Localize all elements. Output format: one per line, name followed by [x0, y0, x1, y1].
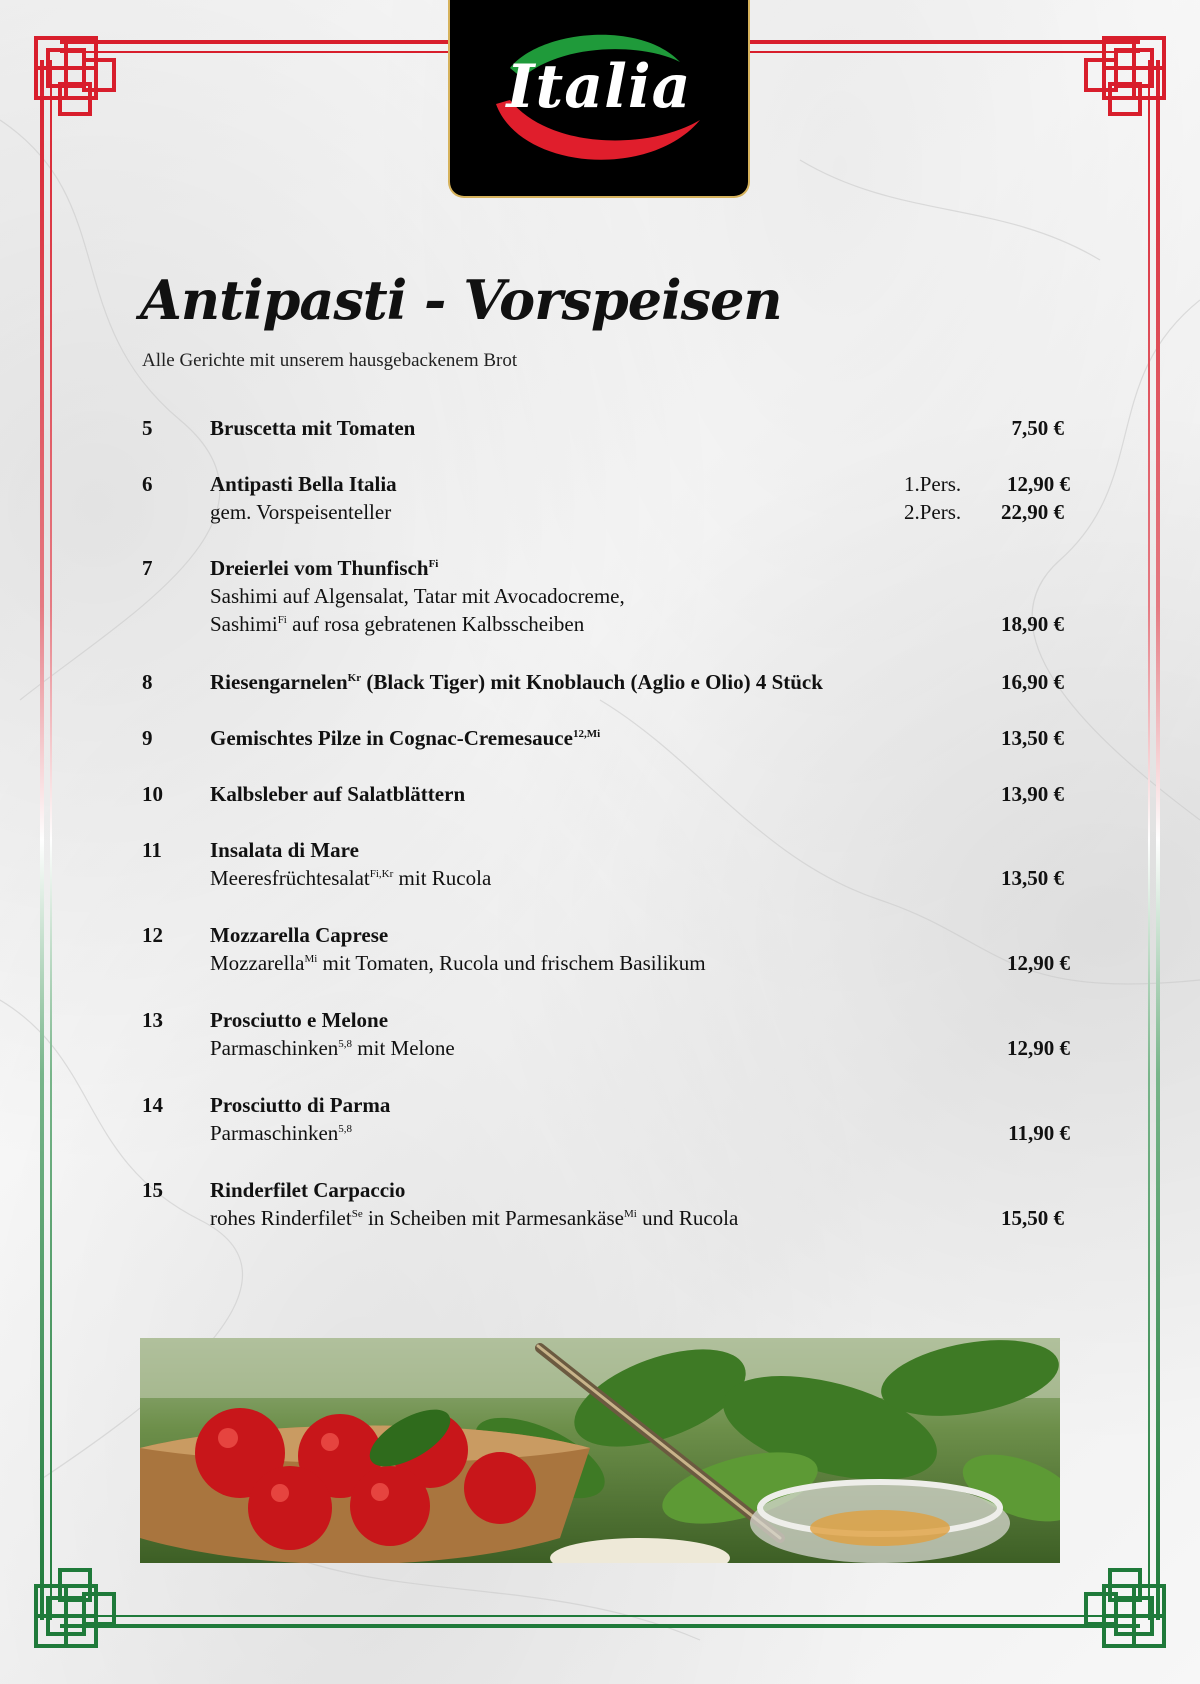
logo-text: Italia — [506, 52, 692, 122]
allergen-code: Kr — [347, 672, 362, 684]
item-number: 5 — [142, 416, 153, 440]
item-price: 16,90 € — [1001, 670, 1064, 694]
item-portion-label: 1.Pers. — [904, 472, 962, 496]
item-price: 12,90 € — [1007, 472, 1070, 496]
item-description: gem. Vorspeisenteller — [210, 500, 392, 524]
item-description: Parmaschinken$^{5,8}$ — [210, 1121, 353, 1145]
page-title: Antipasti - Vorspeisen — [140, 268, 782, 332]
allergen-code: Mi — [624, 1208, 637, 1220]
item-number: 11 — [142, 838, 162, 862]
item-price: 18,90 € — [1001, 612, 1064, 636]
item-number: 6 — [142, 472, 153, 496]
item-name: Riesengarnelen$^{Kr}$ (Black Tiger) mit Knoblauch (Aglio e Olio) 4 Stück — [210, 670, 823, 694]
item-number: 9 — [142, 726, 153, 750]
item-number: 10 — [142, 782, 163, 806]
tomatoes-basil-illustration — [140, 1338, 1060, 1563]
item-number: 15 — [142, 1178, 163, 1202]
item-description: Sashimi auf Algensalat, Tatar mit Avocadocreme, — [210, 584, 625, 608]
item-price: 12,90 € — [1007, 951, 1070, 975]
allergen-code: 5,8 — [338, 1123, 353, 1135]
item-price: 7,50 € — [1011, 416, 1064, 440]
item-portion-label: 2.Pers. — [904, 500, 962, 524]
allergen-code: Mi — [304, 953, 318, 965]
item-name: Mozzarella Caprese — [210, 923, 389, 947]
item-description: Meeresfrüchtesalat$^{Fi,Kr}$ mit Rucola — [210, 866, 492, 890]
item-price: 12,90 € — [1007, 1036, 1070, 1060]
page-subtitle: Alle Gerichte mit unserem hausgebackenem Brot — [142, 350, 518, 371]
item-name: Kalbsleber auf Salatblättern — [210, 782, 466, 806]
item-name: Dreierlei vom Thunfisch$^{Fi}$ — [210, 556, 439, 580]
item-name: Insalata di Mare — [210, 838, 359, 862]
item-name: Rinderfilet Carpaccio — [210, 1178, 406, 1202]
italia-logo — [450, 0, 748, 196]
allergen-code: 12,Mi — [572, 728, 601, 740]
allergen-code: Fi — [277, 614, 287, 626]
item-number: 7 — [142, 556, 153, 580]
item-name: Antipasti Bella Italia — [210, 472, 397, 496]
item-number: 8 — [142, 670, 153, 694]
item-price: 13,50 € — [1001, 866, 1064, 890]
item-name: Prosciutto e Melone — [210, 1008, 389, 1032]
allergen-code: Se — [351, 1208, 363, 1220]
item-price: 22,90 € — [1001, 500, 1064, 524]
item-name: Gemischtes Pilze in Cognac-Cremesauce$^{12,Mi}$ — [210, 726, 601, 750]
item-price: 13,50 € — [1001, 726, 1064, 750]
item-price: 11,90 € — [1008, 1121, 1070, 1145]
item-description: Mozzarella$^{Mi}$ mit Tomaten, Rucola und frischem Basilikum — [210, 951, 706, 975]
item-name: Bruscetta mit Tomaten — [210, 416, 416, 440]
allergen-code: 5,8 — [338, 1038, 353, 1050]
food-photo — [140, 1338, 1060, 1563]
item-description: Sashimi$^{Fi}$ auf rosa gebratenen Kalbsscheiben — [210, 612, 585, 636]
item-description: rohes Rinderfilet$^{Se}$ in Scheiben mit Parmesankäse$^{Mi}$ und Rucola — [210, 1206, 739, 1230]
item-number: 13 — [142, 1008, 163, 1032]
item-description: Parmaschinken$^{5,8}$ mit Melone — [210, 1036, 455, 1060]
allergen-code: Fi — [428, 558, 439, 570]
item-price: 13,90 € — [1001, 782, 1064, 806]
item-number: 14 — [142, 1093, 163, 1117]
allergen-code: Fi,Kr — [369, 868, 394, 880]
item-number: 12 — [142, 923, 163, 947]
item-name: Prosciutto di Parma — [210, 1093, 391, 1117]
item-price: 15,50 € — [1001, 1206, 1064, 1230]
